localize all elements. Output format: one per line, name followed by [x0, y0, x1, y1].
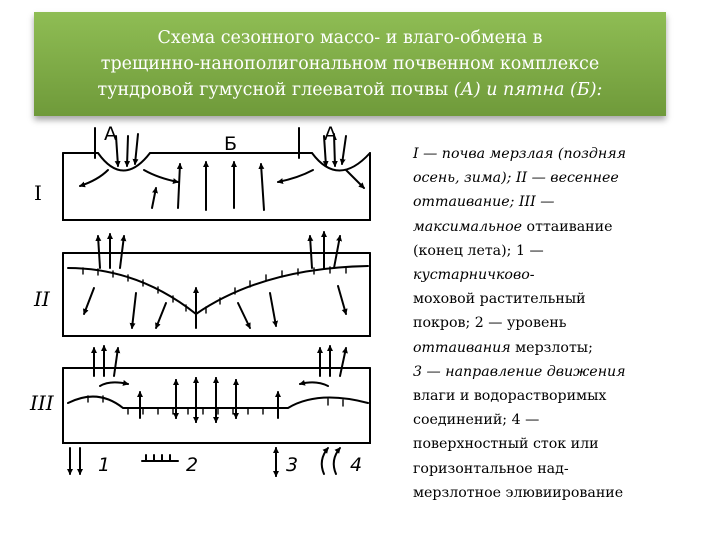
caption-line: покров; 2 — уровень — [413, 315, 567, 332]
title-line-1: Схема сезонного массо- и влаго-обмена в — [157, 28, 543, 48]
caption-line: влаги и водорастворимых — [413, 388, 607, 405]
caption-line: 3 — направление движения — [413, 363, 626, 380]
title-line-3-italic: (А) и пятна (Б): — [453, 80, 603, 100]
caption-line: моховой растительный — [413, 291, 586, 308]
stage-label-iii: III — [30, 391, 54, 415]
title-line-2: трещинно-нанополигональном почвенном комплексе — [100, 54, 600, 74]
caption-line: максимальное оттаивание — [413, 218, 613, 235]
stage-label-i: I — [34, 181, 42, 205]
legend-number-2: 2 — [186, 454, 199, 476]
caption-line: поверхностный сток или — [413, 436, 599, 453]
zone-label-a-right: А — [324, 123, 337, 145]
caption-line: горизонтальное над- — [413, 460, 569, 477]
caption-line: осень, зима); II — весеннее — [413, 170, 619, 187]
caption-line: оттаивания мерзлоты; — [413, 339, 593, 356]
legend-number-3: 3 — [286, 454, 299, 476]
symbol-legend — [70, 448, 340, 476]
caption-line: мерзлотное элювиирование — [413, 484, 624, 501]
caption-line: I — почва мерзлая (поздняя — [413, 146, 626, 162]
legend-number-4: 4 — [350, 454, 363, 476]
soil-exchange-diagram — [28, 118, 400, 478]
stage-label-ii: II — [34, 287, 50, 311]
legend-symbol-2 — [142, 455, 178, 461]
legend-symbol-4 — [322, 448, 328, 474]
title-line-3 — [34, 77, 666, 103]
title-banner — [34, 12, 666, 116]
panel-iii-thaw-level — [68, 397, 368, 408]
caption-line: соединений; 4 — — [413, 412, 540, 429]
panel-spring-thaw — [63, 232, 370, 336]
panel-i-frame — [63, 153, 370, 220]
zone-label-b: Б — [224, 133, 238, 155]
figure-caption — [413, 142, 683, 505]
caption-line: (конец лета); 1 — — [413, 242, 544, 259]
panel-i-surface — [63, 153, 370, 171]
panel-maximum-thaw — [63, 346, 370, 443]
title-line-3-plain: тундровой гумусной глееватой почвы — [97, 80, 454, 100]
caption-line: кустарничково- — [413, 267, 535, 284]
legend-number-1: 1 — [98, 454, 111, 476]
zone-label-a-left: А — [104, 123, 117, 145]
caption-line: оттаивание; III — — [413, 194, 555, 211]
